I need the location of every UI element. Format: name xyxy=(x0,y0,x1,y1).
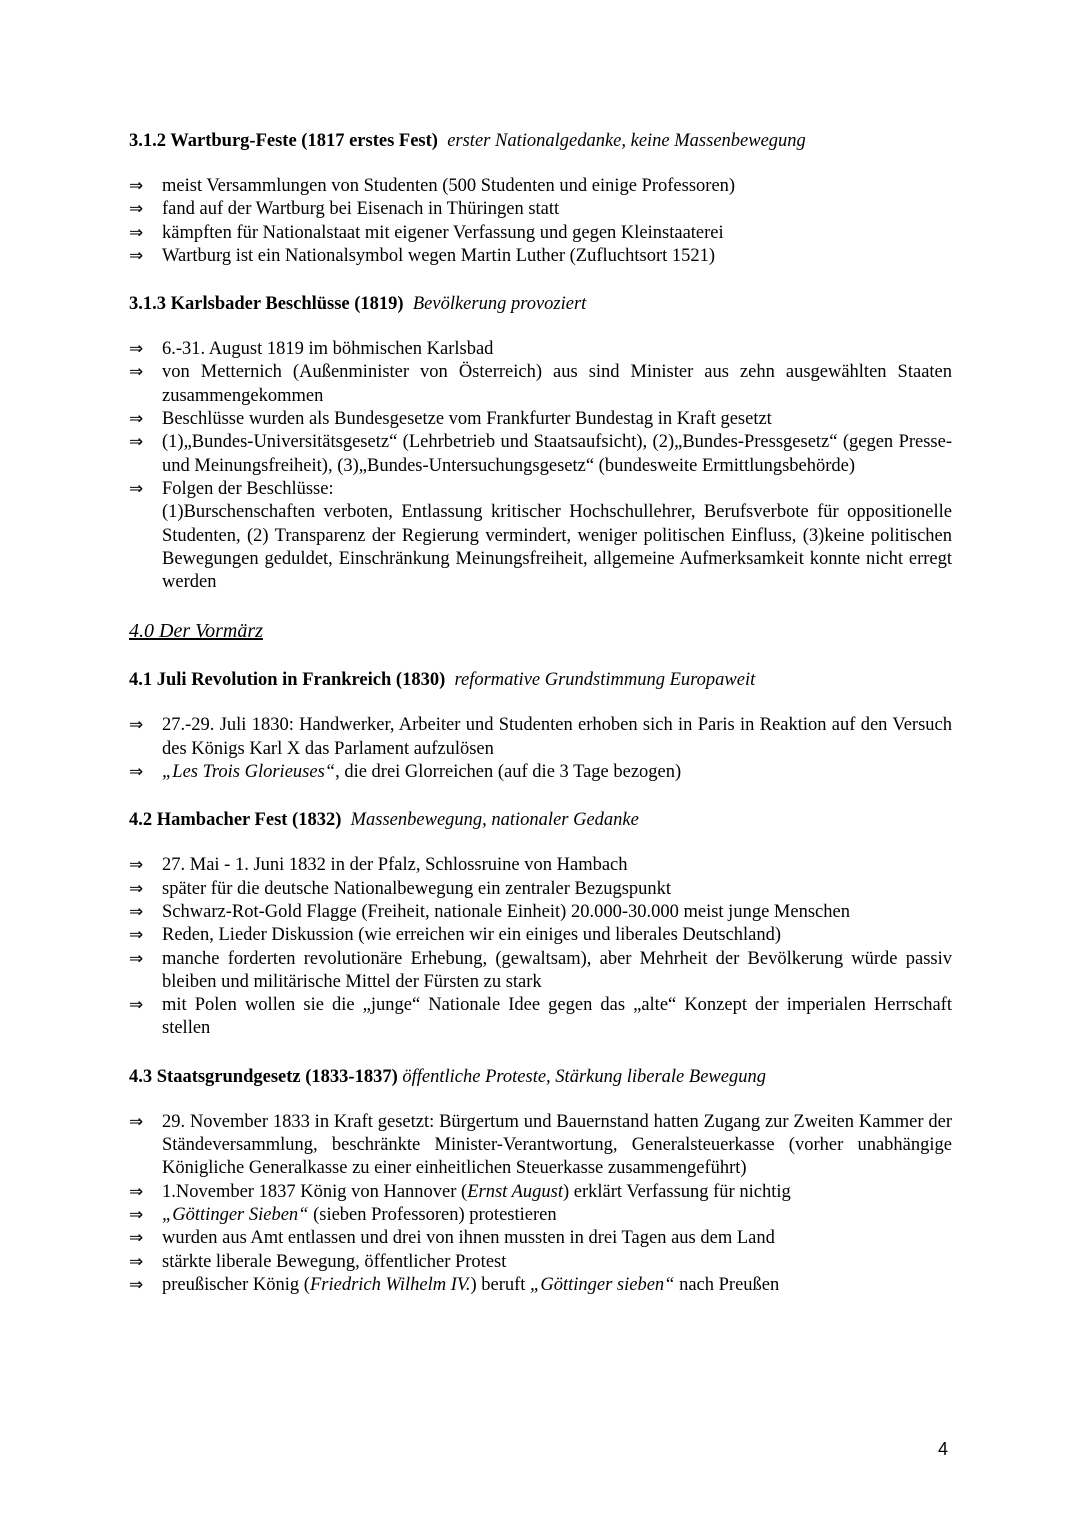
list-item: ⇒ 27. Mai - 1. Juni 1832 in der Pfalz, Schlossruine von Hambach xyxy=(129,854,952,877)
page-number: 4 xyxy=(938,1439,949,1459)
double-arrow-icon: ⇒ xyxy=(129,362,144,383)
heading-subtitle: Massenbewegung, nationaler Gedanke xyxy=(350,810,639,831)
double-arrow-icon: ⇒ xyxy=(129,409,144,430)
list-item: ⇒ preußischer König (Friedrich Wilhelm IV.) beruft „Göttinger sieben“ nach Preußen xyxy=(129,1274,952,1297)
heading-juli-revolution xyxy=(129,668,952,692)
list-item: ⇒ 6.-31. August 1819 im böhmischen Karlsbad xyxy=(129,338,952,361)
heading-karlsbader-beschluesse xyxy=(129,292,952,316)
double-arrow-icon: ⇒ xyxy=(129,1204,144,1225)
double-arrow-icon: ⇒ xyxy=(129,901,144,922)
double-arrow-icon: ⇒ xyxy=(129,1111,144,1132)
list-item: ⇒ Schwarz-Rot-Gold Flagge (Freiheit, nationale Einheit) 20.000-30.000 meist junge Menschen xyxy=(129,901,952,924)
list-item: ⇒ Reden, Lieder Diskussion (wie erreichen wir ein einiges und liberales Deutschland) xyxy=(129,924,952,947)
list-item: ⇒ „Göttinger Sieben“ (sieben Professoren) protestieren xyxy=(129,1204,952,1227)
double-arrow-icon: ⇒ xyxy=(129,762,144,783)
list-item: ⇒ stärkte liberale Bewegung, öffentlicher Protest xyxy=(129,1251,952,1274)
list-item: ⇒ später für die deutsche Nationalbewegung ein zentraler Bezugspunkt xyxy=(129,878,952,901)
list-item: ⇒ (1)„Bundes-Universitätsgesetz“ (Lehrbetrieb und Staatsaufsicht), (2)„Bundes-Pressgesetz“ (gegen Presse- und Meinungsfreiheit), (3)„Bundes-Untersuchungsgesetz“ (bundesweite Ermittlungsbehörde) xyxy=(129,432,952,476)
heading-subtitle: Bevölkerung provoziert xyxy=(412,294,587,315)
double-arrow-icon: ⇒ xyxy=(129,199,144,220)
list-item: ⇒ fand auf der Wartburg bei Eisenach in Thüringen statt xyxy=(129,198,952,221)
heading-title: 4.1 Juli Revolution in Frankreich (1830) xyxy=(129,670,446,691)
heading-subtitle: reformative Grundstimmung Europaweit xyxy=(454,670,756,691)
double-arrow-icon: ⇒ xyxy=(129,995,144,1016)
list-item: ⇒ mit Polen wollen sie die „junge“ Nationale Idee gegen das „alte“ Konzept der imperialen Herrschaft stellen xyxy=(129,995,952,1039)
double-arrow-icon: ⇒ xyxy=(129,176,144,196)
list-item: ⇒ 1.November 1837 König von Hannover (Ernst August) erklärt Verfassung für nichtig xyxy=(129,1181,952,1204)
list-item: ⇒ 27.-29. Juli 1830: Handwerker, Arbeiter und Studenten erhoben sich in Paris in Reaktion auf den Versuch des Königs Karl X das Parlament aufzulösen xyxy=(129,715,952,759)
heading-title: 3.1.3 Karlsbader Beschlüsse (1819) xyxy=(129,294,404,315)
heading-title: 3.1.2 Wartburg-Feste (1817 erstes Fest) xyxy=(129,131,438,151)
double-arrow-icon: ⇒ xyxy=(129,1251,144,1272)
page-content xyxy=(129,129,952,1297)
double-arrow-icon: ⇒ xyxy=(129,715,144,736)
list-item: ⇒ Wartburg ist ein Nationalsymbol wegen Martin Luther (Zufluchtsort 1521) xyxy=(129,245,952,268)
double-arrow-icon: ⇒ xyxy=(129,245,144,266)
list-item: ⇒ „Les Trois Glorieuses“, die drei Glorreichen (auf die 3 Tage bezogen) xyxy=(129,761,952,784)
list-item: ⇒ Beschlüsse wurden als Bundesgesetze vom Frankfurter Bundestag in Kraft gesetzt xyxy=(129,408,952,431)
double-arrow-icon: ⇒ xyxy=(129,222,144,243)
list-item: ⇒ Folgen der Beschlüsse: (1)Burschenschaften verboten, Entlassung kritischer Hochschullehrer, Berufsverbote für oppositionelle Studenten, (2) Transparenz der Regierung vermindert, weniger politischen Einfluss, (3)keine politischen Bewegungen geduldet, Einschränkung Meinungsfreiheit, allgemeine Aufmerksamkeit konnte nicht erregt werden xyxy=(129,478,952,593)
heading-hambacher-fest xyxy=(129,808,952,832)
list-item: ⇒ von Metternich (Außenminister von Österreich) aus sind Minister aus zehn ausgewählten Staaten zusammengekommen xyxy=(129,362,952,406)
double-arrow-icon: ⇒ xyxy=(129,855,144,876)
list-karlsbader-beschluesse xyxy=(129,338,952,594)
list-item: ⇒ manche forderten revolutionäre Erhebung, (gewaltsam), aber Mehrheit der Bevölkerung würde passiv bleiben und militärische Mittel der Fürsten zu stark xyxy=(129,948,952,992)
heading-subtitle: erster Nationalgedanke, keine Massenbewegung xyxy=(447,131,806,151)
list-wartburg-feste xyxy=(129,175,952,268)
list-staatsgrundgesetz xyxy=(129,1111,952,1297)
heading-subtitle: öffentliche Proteste, Stärkung liberale Bewegung xyxy=(402,1066,766,1087)
double-arrow-icon: ⇒ xyxy=(129,925,144,946)
double-arrow-icon: ⇒ xyxy=(129,478,144,499)
double-arrow-icon: ⇒ xyxy=(129,1274,144,1295)
list-hambacher-fest xyxy=(129,854,952,1040)
heading-title: 4.3 Staatsgrundgesetz (1833-1837) xyxy=(129,1066,398,1087)
folgen-text: (1)Burschenschaften verboten, Entlassung kritischer Hochschullehrer, Berufsverbote für oppositionelle Studenten, (2) Transparenz der Regierung vermindert, weniger politischen Einfluss, (3)keine politischen Bewegungen geduldet, Einschränkung Meinungsfreiheit, allgemeine Aufmerksamkeit konnte nicht erregt werden xyxy=(162,502,952,593)
list-juli-revolution xyxy=(129,714,952,784)
heading-title: 4.2 Hambacher Fest (1832) xyxy=(129,810,342,831)
double-arrow-icon: ⇒ xyxy=(129,339,144,360)
double-arrow-icon: ⇒ xyxy=(129,878,144,899)
chapter-heading: 4.0 Der Vormärz xyxy=(129,620,263,643)
heading-staatsgrundgesetz xyxy=(129,1065,952,1089)
list-item: ⇒ kämpften für Nationalstaat mit eigener Verfassung und gegen Kleinstaaterei xyxy=(129,222,952,245)
list-item: ⇒ 29. November 1833 in Kraft gesetzt: Bürgertum und Bauernstand hatten Zugang zur Zweiten Kammer der Ständeversammlung, beschränkte Minister-Verantwortung, Generalsteuerkasse (vorher unabhängige Königliche Generalkasse zu einer einheitlichen Steuerkasse zusammengeführt) xyxy=(129,1111,952,1179)
double-arrow-icon: ⇒ xyxy=(129,948,144,969)
double-arrow-icon: ⇒ xyxy=(129,1181,144,1202)
double-arrow-icon: ⇒ xyxy=(129,1228,144,1249)
list-item: ⇒ wurden aus Amt entlassen und drei von ihnen mussten in drei Tagen aus dem Land xyxy=(129,1227,952,1250)
double-arrow-icon: ⇒ xyxy=(129,432,144,453)
heading-wartburg-feste xyxy=(129,129,952,153)
list-item: ⇒ meist Versammlungen von Studenten (500 Studenten und einige Professoren) xyxy=(129,175,952,198)
